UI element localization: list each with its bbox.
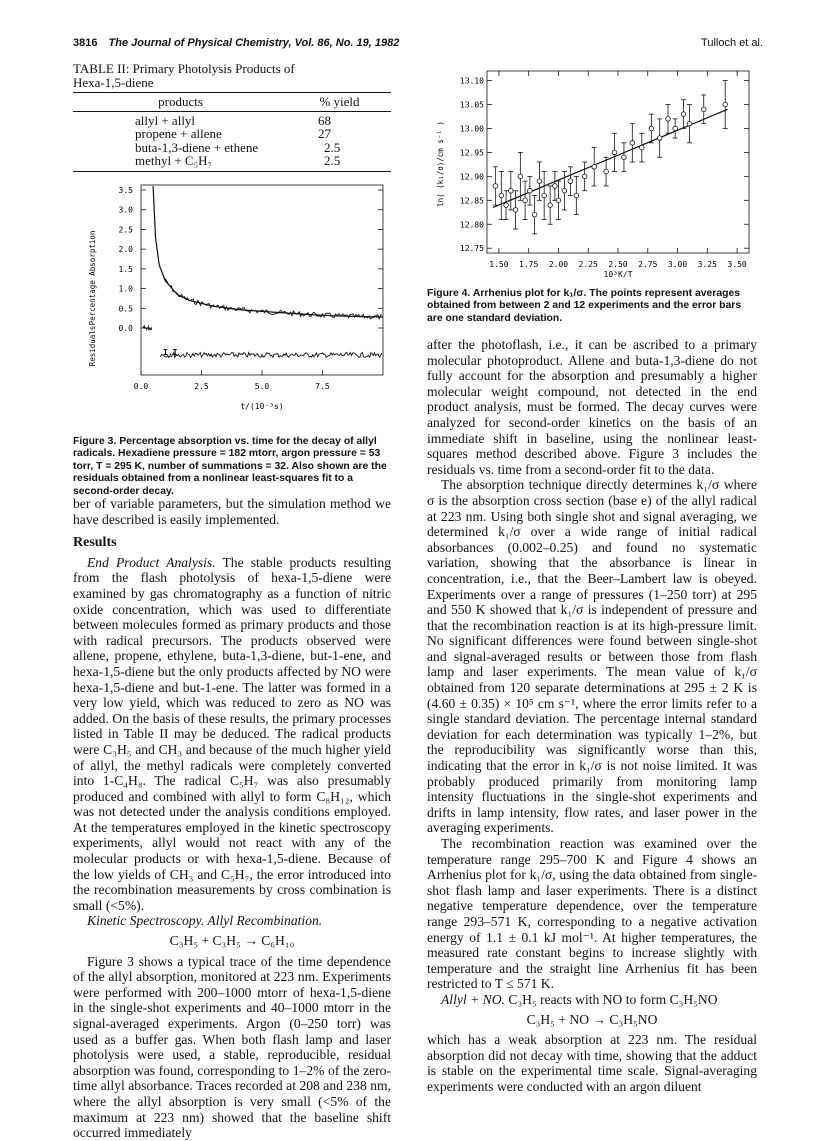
paragraph [427,992,757,1008]
fig3-x-tick-label: 7.5 [315,382,330,391]
fig4-data-point [527,176,532,205]
product-cell: methyl + C₅H₇ [135,153,213,168]
yield-cell: 2.5 [324,153,341,168]
fig4-marker [528,188,533,193]
equation-1: C₃H₅ + C₃H₅ → C₆H₁₀ [169,933,295,949]
fig4-data-point [548,186,553,224]
authors: Tulloch et al. [701,37,763,49]
fig4-x-tick-label: 1.50 [489,260,509,269]
fig4-data-point [568,167,573,196]
table-body [73,93,391,168]
fig4-marker [649,126,654,131]
fig4-data-point [612,133,617,171]
fig3-xlabel: t/(10⁻³s) [240,402,284,411]
subheading-text: Kinetic Spectroscopy. Allyl Recombination. [87,913,323,929]
fig4-data-point [542,172,547,220]
fig3-y-tick-label: 1.0 [118,284,133,294]
fig4-marker [630,141,635,146]
fig4-marker [640,145,645,150]
fig4-marker [537,179,542,184]
fig4-marker [592,164,597,169]
fig4-data-point [687,105,692,143]
fig4-marker [666,117,671,122]
table-title: TABLE II: Primary Photolysis Products of [73,61,295,76]
subheading: Allyl + NO. [441,991,505,1007]
paragraph [73,555,391,914]
fig3-y-tick-label: 2.0 [118,245,133,255]
fig4-data-point [493,167,498,205]
paragraph-text: The stable products resulting from the flash photolysis of hexa-1,5-diene were examined by gas chromatography as a function of nitric oxide concentration, which was used to differentiate between molecules formed as primary products and those with radical precursors. The products observed were allene, propene, ethylene, buta-1,3-diene, but-1-ene, and hexa-1,5-diene but the only products affected by NO were hexa-1,5-diene and but-1-ene. The latter was formed in a very low yield, which was reduced to zero as NO was added. On the basis of these results, the primary processes listed in Table II may be deduced. The radical products were C₃H₅ and CH₃ and because of the much higher yield of allyl, the methyl radicals were completely converted into 1-C₄H₈. The radical C₅H₇ was also presumably produced and combined with allyl to form C₈H₁₂, which was not detected under the analysis conditions employed. At the temperatures employed in the kinetic spectroscopy experiments, allyl would not react with any of the molecular products or with hexa-1,5-diene. Because of the low yields of CH₃ and C₅H₇, the error introduced into the recombination measurements by cross combination is small (<5%). [73,554,391,913]
fig4-marker [548,203,553,208]
fig4-marker [568,179,573,184]
fig4-marker [622,155,627,160]
fig4-ylabel: ln( (k₁/σ)/cm s⁻¹ ) [436,121,445,207]
fig3-caption-lead: Figure 3. [73,436,117,447]
fig4-data-point [681,100,686,129]
fig4-marker [504,203,509,208]
product-cell: allyl + allyl [135,112,196,128]
figure-3-caption [73,436,391,498]
fig4-marker [532,212,537,217]
figure-4-caption [427,288,757,325]
fig4-marker [518,174,523,179]
fig4-x-tick-label: 1.75 [519,260,539,269]
fig4-data-point [592,148,597,186]
fig4-marker [574,193,579,198]
fig4-y-tick-label: 12.90 [459,172,484,182]
table-title-2: Hexa-1,5-diene [73,74,154,90]
fig4-y-tick-label: 13.05 [459,100,484,110]
fig4-data-point [582,162,587,191]
fig4-marker [542,193,547,198]
fig3-residual-marker: I.I [163,348,178,357]
fig4-y-tick-label: 12.95 [459,148,484,158]
table-header-row [73,93,391,111]
fig4-marker [604,169,609,174]
fig4-data-point [532,196,537,234]
fig4-data-point [673,119,678,138]
fig3-y-tick-label: 1.5 [118,264,133,274]
paragraph: The recombination reaction was examined over the temperature range 295–700 K and Figure 4 shows an Arrhenius plot for k₁/σ, using the data obtained from single-shot flash lamp and laser experiments. There is a distinct negative temperature dependence, over the temperature range 293–571 K, corresponding to a negative activation energy of 1.1 ± 0.1 kJ mol⁻¹. At higher temperatures, the measured rate constant begins to increase slightly with temperature and the straight line Arrhenius fit has been restricted to T ≤ 571 K. [427,836,757,992]
fig4-marker [657,136,662,141]
paragraph-text: C₃H₅ reacts with NO to form C₃H₅NO [504,991,718,1007]
fig4-x-tick-label: 2.50 [608,260,628,269]
fig4-data-point [504,191,509,220]
product-cell: buta-1,3-diene + ethene [135,139,259,155]
fig4-xlabel: 10³K/T [603,270,633,279]
fig4-x-tick-label: 2.75 [638,260,658,269]
fig4-y-tick-label: 13.00 [459,124,484,134]
fig3-residuals-trace [160,353,381,358]
fig4-x-tick-label: 2.25 [578,260,598,269]
fig4-data-point [574,176,579,214]
fig4-data-point [666,105,671,134]
fig4-y-tick-label: 12.75 [459,244,484,254]
fig4-x-tick-label: 3.50 [727,260,747,269]
right-column [427,337,757,1095]
paragraph: The absorption technique directly determines k₁/σ where σ is the absorption cross section (base e) of the allyl radical at 223 nm. Using both single shot and signal averaging, we determined k₁/σ over a wide range of initial radical absorbances (0.002–0.25) and found no systematic variation, showing that the absorbance is linear in concentration, i.e., that the Beer–Lambert law is obeyed. Experiments over a range of pressures (1–250 torr) at 295 and 550 K showed that k₁/σ is independent of pressure and that the recombination reaction is at its high-pressure limit. No significant differences were found between single-shot and signal-averaged results or between those from flash lamp and laser experiments. The mean value of k₁/σ obtained from 120 separate determinations at 295 ± 2 K is (4.60 ± 0.35) × 10⁵ cm s⁻¹, where the error limits refer to a single standard deviation. The percentage internal standard deviation for each determination was typically 1–2%, but the reproducibility was significantly worse than this, indicating that the error in k₁/σ is not noise limited. It was probably produced primarily from monitoring lamp intensity fluctuations in the single-shot experiments and drifts in lamp intensity, flow rates, and laser power in the averaging experiments. [427,477,757,836]
figure-4-chart [427,66,757,284]
fig3-caption-text: Percentage absorption vs. time for the decay of allyl radicals. Hexadiene pressure = 182 mtorr, argon pressure = 53 torr, T = 295 K, number of summations = 32. Also shown are the residuals obtained from a nonlinear least-squares fit to a second-order decay. [73,436,387,497]
section-heading-results: Results [73,535,117,551]
fig4-marker [509,188,514,193]
fig4-marker [523,198,528,203]
journal-name: The Journal of Physical Chemistry, Vol. 86, No. 19, 1982 [108,37,400,49]
table-row [73,154,391,168]
fig3-y-tick-label: 3.5 [118,186,133,195]
fig3-y-tick-label: 0.5 [118,304,133,314]
fig4-marker [687,121,692,126]
fig4-data-point [552,172,557,201]
fig4-frame [487,71,749,253]
table-2 [73,62,391,172]
fig4-data-point [537,162,542,200]
fig4-y-tick-label: 12.80 [459,220,484,230]
paragraph: after the photoflash, i.e., it can be ascribed to a primary molecular photoproduct. Allene and buta-1,3-diene do not fully account for the absorption and presumably a higher molecular weight compound, not detected in the end product analysis, must be formed. The decay curves were analyzed for second-order kinetics on the basis of an immediate shift in baseline, using the nonlinear least-squares method described above. Figure 3 includes the residuals vs. time from a second-order fit to the data. [427,337,757,477]
fig4-data-point [649,114,654,143]
fig4-marker [513,208,518,213]
figure-3-chart [73,178,391,434]
running-header [73,37,763,51]
fig4-marker [723,102,728,107]
fig4-data-point [657,119,662,157]
fig4-y-tick-label: 13.10 [459,76,484,86]
page-number: 3816 [73,37,98,49]
fig4-y-tick-label: 12.85 [459,196,484,206]
fig3-ylabel: Percentage Absorption [88,230,97,326]
table-row [73,127,391,141]
fig4-caption-lead: Figure 4. [427,288,471,299]
fig4-marker [612,150,617,155]
fig3-x-tick-label: 2.5 [194,382,209,391]
product-cell: propene + allene [135,126,222,141]
fig3-y-tick-label: 0.0 [118,324,133,333]
fig4-marker [553,184,558,189]
fig4-marker [556,198,561,203]
fig4-data-point [630,124,635,162]
fig4-marker [681,112,686,117]
fig3-frame [141,185,383,375]
fig4-data-point [621,143,626,172]
fig3-y-tick-label: 3.0 [118,205,133,215]
fig4-data-point [523,181,528,219]
paragraph: which has a weak absorption at 223 nm. The residual absorption did not decay with time, showing that the adduct is stable on the experimental time scale. Signal-averaging experiments were conducted with an argon diluent [427,1032,757,1094]
fig4-marker [582,174,587,179]
fig4-marker [701,107,706,112]
fig4-marker [673,126,678,131]
fig4-data-point [639,133,644,162]
fig4-x-tick-label: 2.00 [548,260,569,269]
fig4-data-point [518,152,523,200]
fig4-caption-text: Arrhenius plot for k₁/σ. The points represent averages obtained from between 2 and 12 experiments and the error bars are one standard deviation. [427,288,742,324]
yield-cell: 68 [318,112,331,128]
fig4-x-tick-label: 3.25 [697,260,717,269]
fig4-data-point [513,191,518,229]
fig4-data-point [508,172,513,210]
col-header-products: products [158,94,203,109]
fig3-residuals-label: Residuals [88,325,97,367]
yield-cell: 27 [318,126,331,141]
fig4-x-tick-label: 3.00 [667,260,688,269]
fig4-marker [499,193,504,198]
fig3-x-tick-label: 0.0 [133,382,149,391]
table-row [73,114,391,128]
fig4-marker [562,188,567,193]
table-row [73,141,391,155]
subheading: End Product Analysis. [87,554,216,570]
col-header-yield: % yield [319,94,360,109]
subheading [73,913,391,929]
left-column [73,496,391,1141]
fig3-x-tick-label: 5.0 [254,382,270,391]
paragraph: ber of variable parameters, but the simulation method we have described is easily implemented. [73,496,391,527]
fig3-y-tick-label: 2.5 [118,225,133,235]
fig4-data-point [723,81,728,129]
paragraph: Figure 3 shows a typical trace of the time dependence of the allyl absorption, monitored at 223 nm. Experiments were performed with 200–1000 mtorr of hexa-1,5-diene in the single-shot experiments and 40–1000 mtorr in the signal-averaged experiments. Argon (0–250 torr) was used as a buffer gas. When both flash lamp and laser photolysis were used, a stable, reproducible, residual absorption was found, corresponding to 1–2% of the zero-time allyl absorbance. Traces recorded at 208 and 238 nm, where the allyl absorption is very small (<5% of the maximum at 223 nm) showed that the baseline shift occurred immediately [73,953,391,1141]
equation-2: C₃H₅ + NO → C₃H₅NO [526,1011,658,1027]
fig3-baseline-noise [143,274,382,330]
yield-cell: 2.5 [324,139,341,155]
fig4-data-point [499,172,504,220]
fig4-marker [493,184,498,189]
